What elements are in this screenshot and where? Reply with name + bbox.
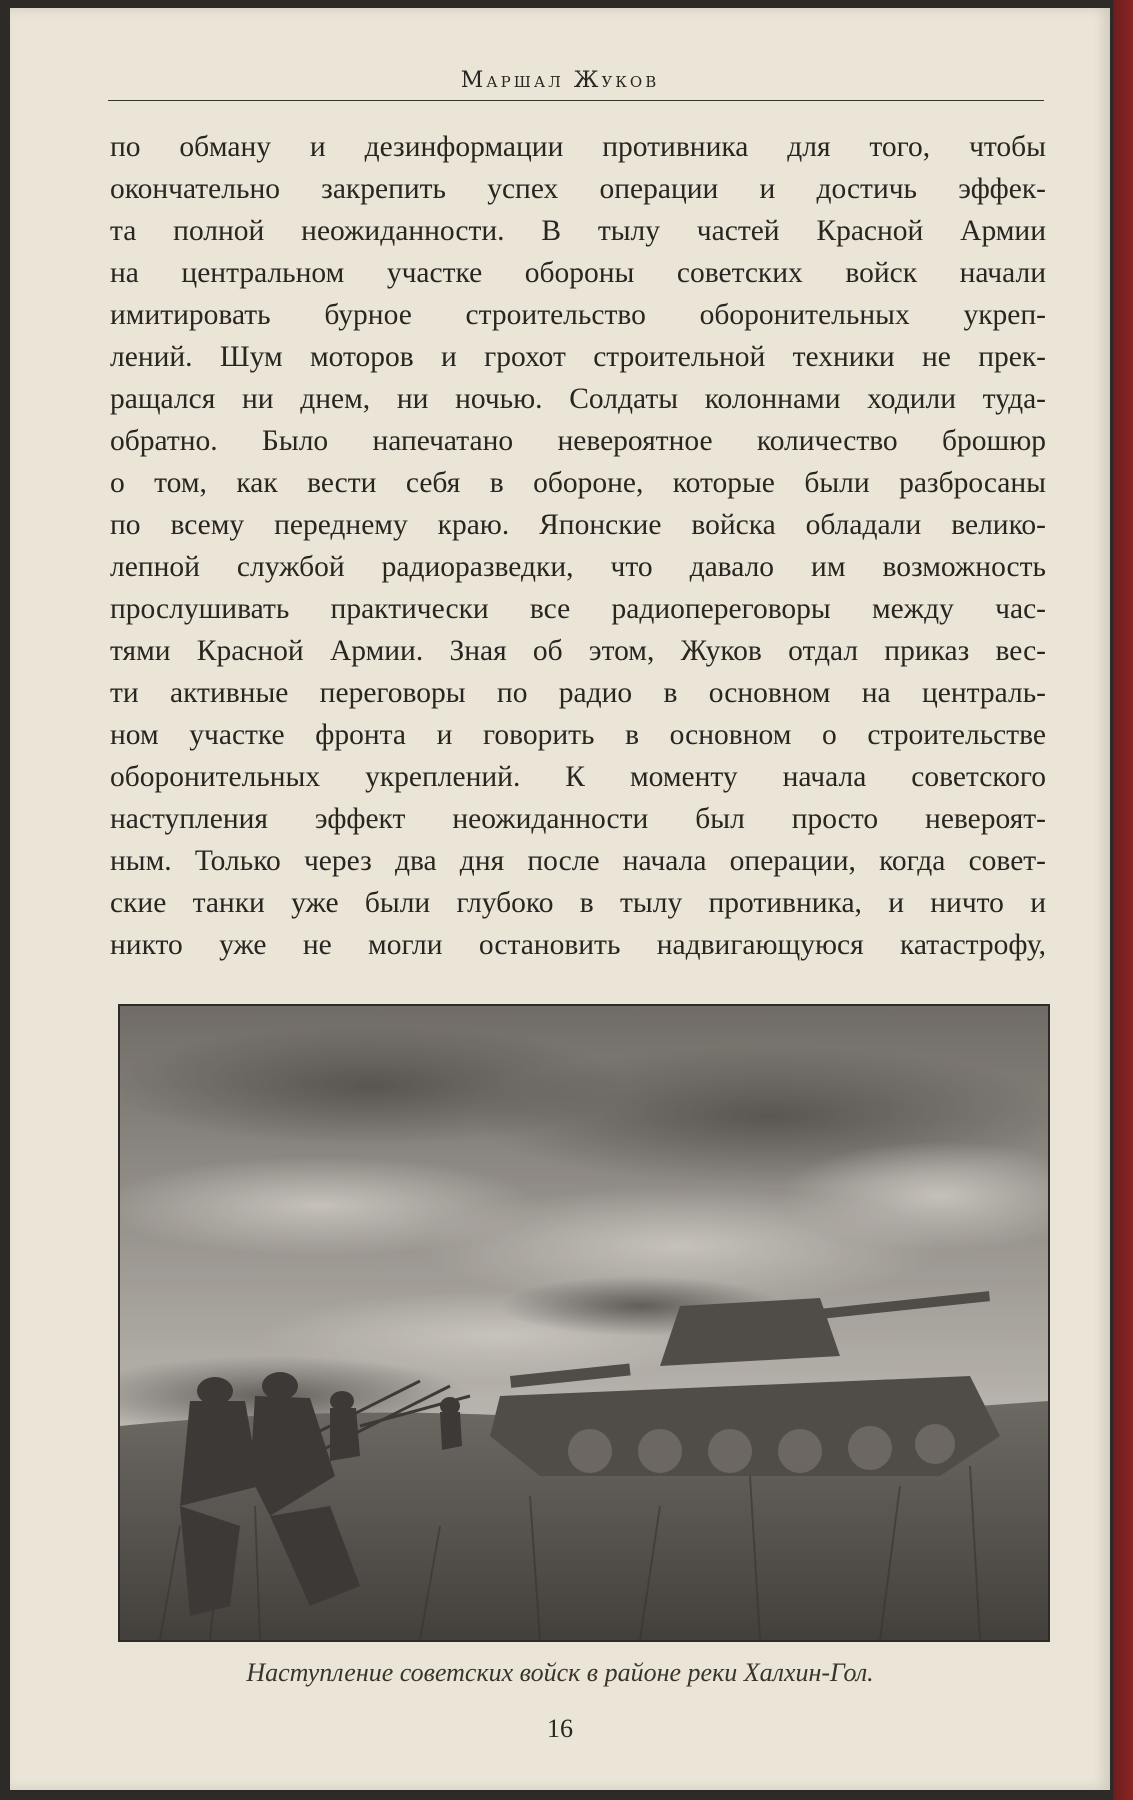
text-line: наступления эффект неожиданности был просто невероят- (110, 803, 1046, 835)
text-line: ские танки уже были глубоко в тылу противника, и ничто и (110, 887, 1046, 919)
text-line: прослушивать практически все радиопереговоры между час- (110, 593, 1046, 625)
text-line: лепной службой радиоразведки, что давало им возможность (110, 551, 1046, 583)
text-line: оборонительных укреплений. К моменту начала советского (110, 761, 1046, 793)
text-line: ным. Только через два дня после начала операции, когда совет- (110, 845, 1046, 877)
text-line: ти активные переговоры по радио в основном на централь- (110, 677, 1046, 709)
book-cover-edge (1113, 0, 1133, 1800)
page-number: 16 (547, 1714, 573, 1743)
text-line: окончательно закрепить успех операции и достичь эффек- (110, 173, 1046, 205)
book-page (10, 8, 1110, 1790)
photograph-soldiers-and-tank-icon (120, 1006, 1048, 1640)
text-line: ращался ни днем, ни ночью. Солдаты колоннами ходили туда- (110, 383, 1046, 415)
photo-caption: Наступление советских войск в районе реки Халхин-Гол. (246, 1658, 874, 1687)
text-line: о том, как вести себя в обороне, которые были разбросаны (110, 467, 1046, 499)
text-line: по обману и дезинформации противника для того, чтобы (110, 131, 1046, 163)
text-line: ном участке фронта и говорить в основном о строительстве (110, 719, 1046, 751)
text-line: тями Красной Армии. Зная об этом, Жуков отдал приказ вес- (110, 635, 1046, 667)
header-rule (108, 100, 1044, 101)
text-line: имитировать бурное строительство оборонительных укреп- (110, 299, 1046, 331)
text-line: по всему переднему краю. Японские войска обладали велико- (110, 509, 1046, 541)
photograph (118, 1004, 1050, 1642)
text-line: та полной неожиданности. В тылу частей Красной Армии (110, 215, 1046, 247)
body-text (110, 126, 1046, 966)
running-head: Маршал Жуков (460, 68, 660, 93)
text-line: обратно. Было напечатано невероятное количество брошюр (110, 425, 1046, 457)
text-line: лений. Шум моторов и грохот строительной техники не прек- (110, 341, 1046, 373)
text-line: никто уже не могли остановить надвигающуюся катастрофу, (110, 929, 1046, 961)
text-line: на центральном участке обороны советских войск начали (110, 257, 1046, 289)
